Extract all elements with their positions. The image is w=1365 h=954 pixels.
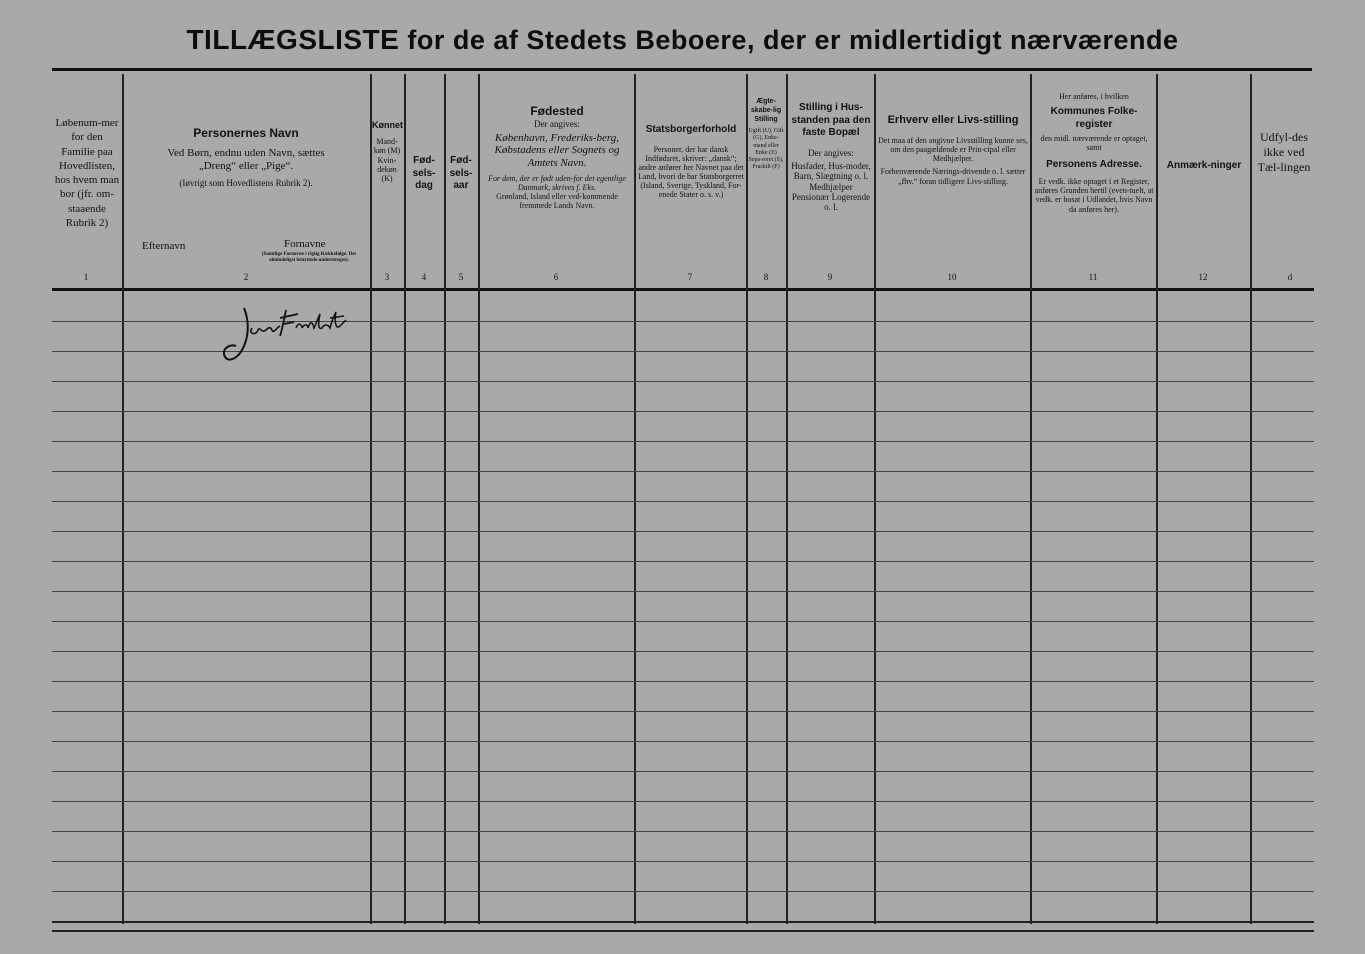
column-divider-10 bbox=[1030, 74, 1032, 924]
col8-number: 8 bbox=[763, 272, 769, 282]
col4-header: Fød-sels-dag bbox=[412, 155, 436, 191]
col3-number: 3 bbox=[384, 272, 390, 282]
column-divider-12 bbox=[1250, 74, 1252, 924]
row-rule bbox=[52, 561, 1314, 562]
row-rule bbox=[52, 441, 1314, 442]
handwritten-name-signature bbox=[218, 300, 358, 370]
row-rule bbox=[52, 861, 1314, 862]
column-divider-11 bbox=[1156, 74, 1158, 924]
row-rule bbox=[52, 591, 1314, 592]
row-rule bbox=[52, 501, 1314, 502]
col5-header: Fød-sels-aar bbox=[449, 155, 473, 191]
row-rule bbox=[52, 711, 1314, 712]
col2-number: 2 bbox=[243, 272, 249, 282]
col5-number: 5 bbox=[458, 272, 464, 282]
column-divider-6 bbox=[634, 74, 636, 924]
form-title-main: TILLÆGSLISTE bbox=[186, 24, 400, 55]
row-rule bbox=[52, 471, 1314, 472]
column-divider-5 bbox=[478, 74, 480, 924]
col11-number: 11 bbox=[1088, 272, 1098, 282]
col6-number: 6 bbox=[553, 272, 559, 282]
table-footer-rule bbox=[52, 930, 1314, 932]
col7-number: 7 bbox=[687, 272, 693, 282]
col12-number: 12 bbox=[1198, 272, 1208, 282]
form-title bbox=[0, 24, 1365, 56]
column-divider-9 bbox=[874, 74, 876, 924]
col7-header: Statsborgerforhold Personer, der har dansk Indfødsret, skriver: „dansk“; andre anfører her Navnet paa det Land, hvori de har Statsborgerret (Island, Sverige, Tyskland, For-enede Stater o. s. v.) bbox=[638, 124, 744, 200]
row-rule bbox=[52, 651, 1314, 652]
column-divider-1 bbox=[122, 74, 124, 924]
row-rule bbox=[52, 411, 1314, 412]
col4-number: 4 bbox=[421, 272, 427, 282]
col1-header: Løbenum-mer for den Familie paa Hovedlisten, hos hvem man bor (jfr. om-staaende Rubrik 2) bbox=[54, 117, 120, 230]
row-rule bbox=[52, 621, 1314, 622]
col9-header: Stilling i Hus-standen paa den faste Bopæl Der angives: Husfader, Hus-moder, Barn, Slægtning o. l. Medhjælper Pensionær Logerende o. l. bbox=[791, 102, 871, 213]
col10-header: Erhverv eller Livs-stilling Det maa af den angivne Livsstilling kunne ses, om den paagældende er Prin-cipal eller Medhjælper. Forhenværende Nærings-drivende o. l. sætter „fhv.“ foran tidligere Livs-stilling. bbox=[878, 114, 1028, 186]
col2-firstname-note: (Samtlige Fornavne i rigtig Rækkefølge. Det almindeligst benyttede understreges). bbox=[261, 252, 357, 263]
col3-header: Kønnet Mand-køn (M) Kvin-dekøn (K) bbox=[372, 120, 403, 183]
row-rule bbox=[52, 681, 1314, 682]
col11-header: Her anføres, i hvilken Kommunes Folke-register den midl. nærværende er optaget, samt Personens Adresse. Er vedk. ikke optaget i et Register, anføres Grunden hertil (even-tuelt, at vedk. er bosat i Udlandet, hvis Navn da anføres her). bbox=[1034, 92, 1154, 214]
cold-header: Udfyl-des ikke ved Tæl-lingen bbox=[1257, 130, 1311, 174]
column-divider-2 bbox=[370, 74, 372, 924]
row-rule bbox=[52, 891, 1314, 892]
signature-text: Jens Frederik bbox=[218, 300, 224, 301]
col6-header: Fødested Der angives: København, Frederiks-berg, Købstadens eller Sognets og Amtets Navn. For dem, der er født uden-for det egentlige Danmark, skrives f. Eks. Grønland, Island eller ved-kommende fremmede Lands Navn. bbox=[488, 104, 626, 211]
row-rule bbox=[52, 771, 1314, 772]
header-top-rule bbox=[52, 68, 1312, 71]
col1-number: 1 bbox=[83, 272, 89, 282]
col10-number: 10 bbox=[947, 272, 957, 282]
table-bottom-rule bbox=[52, 921, 1314, 923]
col2-surname-label: Efternavn bbox=[142, 240, 186, 252]
col12-header: Anmærk-ninger bbox=[1166, 160, 1242, 171]
row-rule bbox=[52, 531, 1314, 532]
col9-number: 9 bbox=[827, 272, 833, 282]
col2-firstname-label: Fornavne bbox=[284, 238, 326, 250]
form-title-rest: for de af Stedets Beboere, der er midlertidigt nærværende bbox=[407, 25, 1179, 55]
cold-number: d bbox=[1287, 272, 1293, 282]
row-rule bbox=[52, 831, 1314, 832]
column-divider-4 bbox=[444, 74, 446, 924]
header-bottom-rule bbox=[52, 288, 1314, 291]
column-divider-7 bbox=[746, 74, 748, 924]
col8-header: Ægte-skabe-lig Stilling Ugift (U), Gift (G), Enke-mand eller Enke (E) Sepa-reret (S), Fraskilt (F) bbox=[748, 98, 784, 171]
column-divider-3 bbox=[404, 74, 406, 924]
col2-header: Personernes Navn Ved Børn, endnu uden Navn, sættes „Dreng“ eller „Pige“. (Iøvrigt som Hovedlistens Rubrik 2). bbox=[167, 126, 325, 189]
column-divider-8 bbox=[786, 74, 788, 924]
row-rule bbox=[52, 741, 1314, 742]
row-rule bbox=[52, 801, 1314, 802]
row-rule bbox=[52, 381, 1314, 382]
